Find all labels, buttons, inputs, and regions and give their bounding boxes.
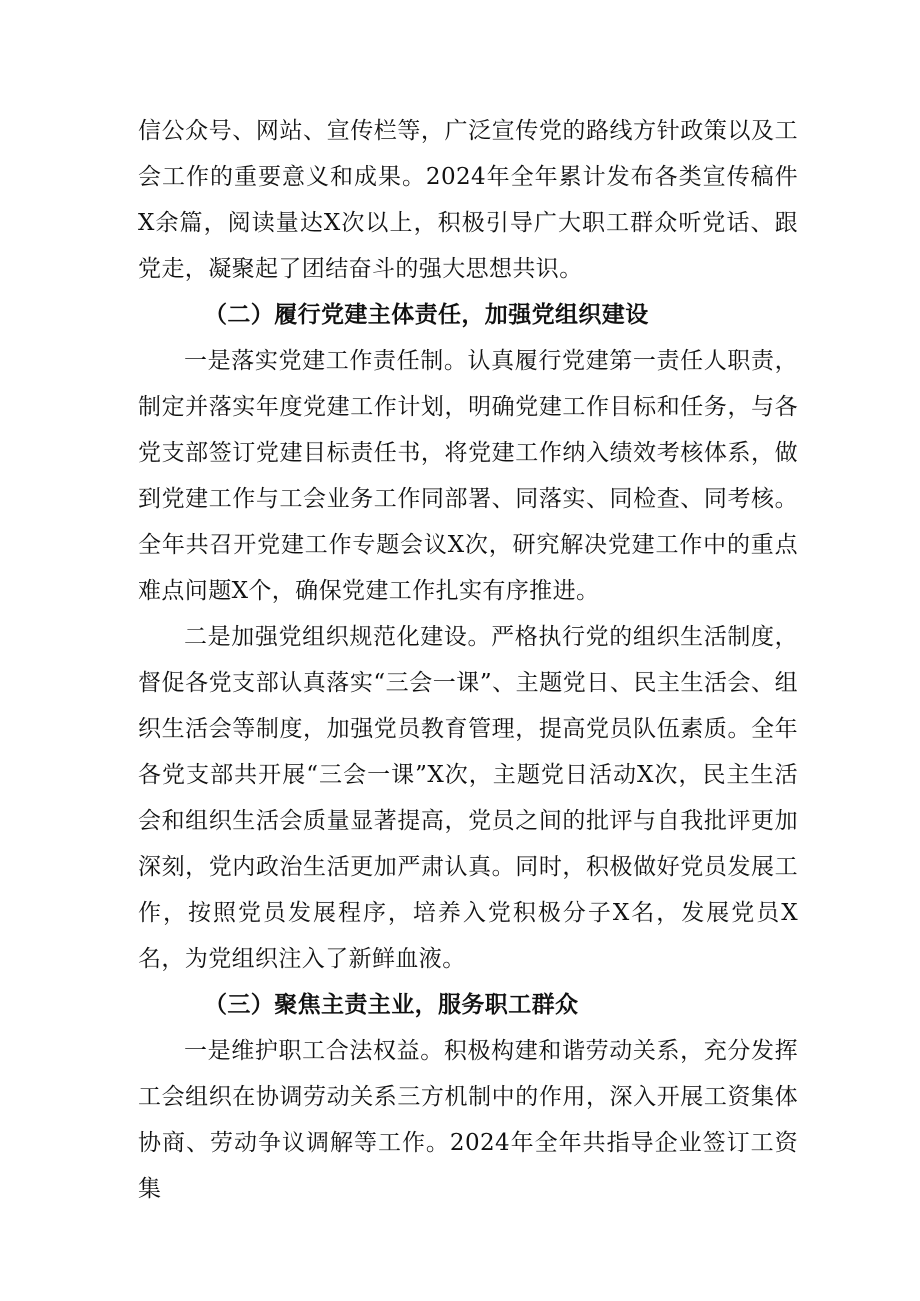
paragraph-party-responsibility: 一是落实党建工作责任制。认真履行党建第一责任人职责，制定并落实年度党建工作计划，明确党建工作目标和任务，与各党支部签订党建目标责任书，将党建工作纳入绩效考核体系，做到党建工作与工会业务工作同部署、同落实、同检查、同考核。全年共召开党建工作专题会议X次，研究解决党建工作中的重点难点问题X个，确保党建工作扎实有序推进。 [138,348,798,604]
section-heading-2: （二）履行党建主体责任，加强党组织建设 [204,301,649,328]
section-heading-3: （三）聚焦主责主业，服务职工群众 [204,991,579,1018]
paragraph-party-standardization: 二是加强党组织规范化建设。严格执行党的组织生活制度，督促各党支部认真落实“三会一课”、主题党日、民主生活会、组织生活会等制度，加强党员教育管理，提高党员队伍素质。全年各党支部共开展“三会一课”X次，主题党日活动X次，民主生活会和组织生活会质量显著提高，党员之间的批评与自我批评更加深刻，党内政治生活更加严肃认真。同时，积极做好党员发展工作，按照党员发展程序，培养入党积极分子X名，发展党员X名，为党组织注入了新鲜血液。 [138,624,798,972]
paragraph-worker-rights: 一是维护职工合法权益。积极构建和谐劳动关系，充分发挥工会组织在协调劳动关系三方机制中的作用，深入开展工资集体协商、劳动争议调解等工作。2024年全年共指导企业签订工资集 [138,1038,798,1202]
document-body [138,108,798,1212]
paragraph-continuation: 信公众号、网站、宣传栏等，广泛宣传党的路线方针政策以及工会工作的重要意义和成果。2024年全年累计发布各类宣传稿件X余篇，阅读量达X次以上，积极引导广大职工群众听党话、跟党走，凝聚起了团结奋斗的强大思想共识。 [138,118,798,282]
